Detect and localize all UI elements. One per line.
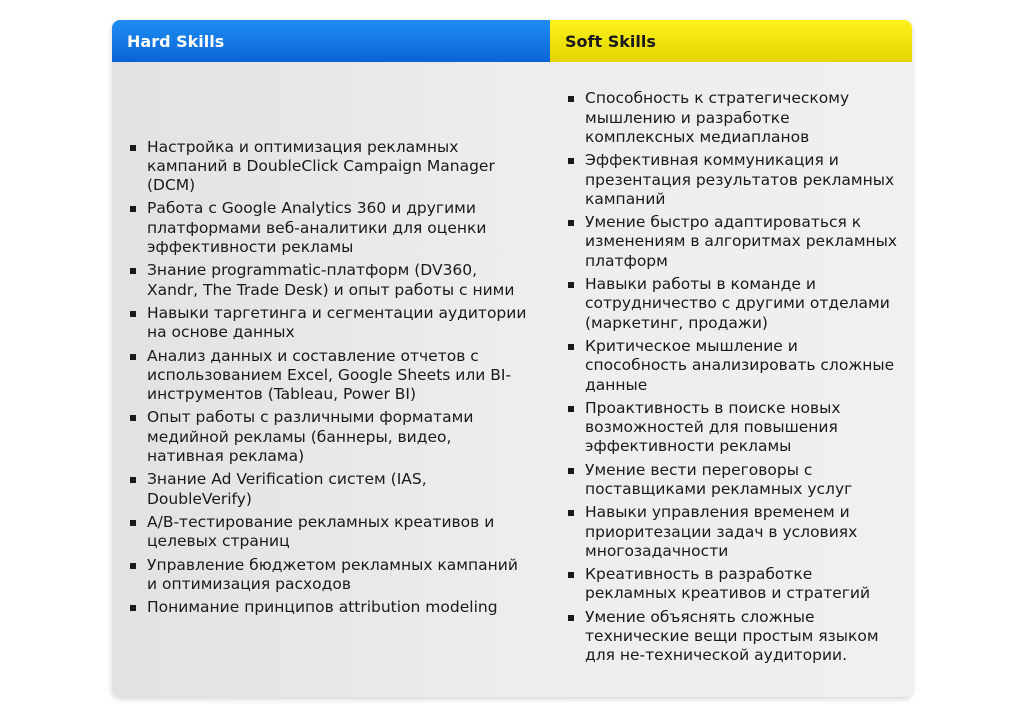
list-item: Навыки управления временем и приоритезации задач в условиях многозадачности xyxy=(568,503,898,561)
list-item: Эффективная коммуникация и презентация результатов рекламных кампаний xyxy=(568,151,898,209)
soft-skills-column xyxy=(550,62,912,697)
list-item: Навыки работы в команде и сотрудничество с другими отделами (маркетинг, продажи) xyxy=(568,275,898,333)
skills-table xyxy=(112,20,912,697)
list-item: Управление бюджетом рекламных кампаний и оптимизация расходов xyxy=(130,556,530,595)
list-item: Проактивность в поиске новых возможностей для повышения эффективности рекламы xyxy=(568,399,898,457)
table-header xyxy=(112,20,912,62)
list-item: Умение быстро адаптироваться к изменениям в алгоритмах рекламных платформ xyxy=(568,213,898,271)
list-item: Понимание принципов attribution modeling xyxy=(130,598,530,617)
list-item: Умение вести переговоры с поставщиками рекламных услуг xyxy=(568,461,898,500)
list-item: Работа с Google Analytics 360 и другими платформами веб-аналитики для оценки эффективности рекламы xyxy=(130,199,530,257)
hard-skills-column xyxy=(112,62,550,697)
list-item: Опыт работы с различными форматами медийной рекламы (баннеры, видео, нативная реклама) xyxy=(130,408,530,466)
list-item: Знание Ad Verification систем (IAS, DoubleVerify) xyxy=(130,470,530,509)
soft-skills-list xyxy=(568,89,898,669)
list-item: Настройка и оптимизация рекламных кампаний в DoubleClick Campaign Manager (DCM) xyxy=(130,138,530,196)
list-item: Навыки таргетинга и сегментации аудитории на основе данных xyxy=(130,304,530,343)
list-item: Умение объяснять сложные технические вещи простым языком для не-технической аудитории. xyxy=(568,608,898,666)
list-item: Анализ данных и составление отчетов с использованием Excel, Google Sheets или BI-инструментов (Tableau, Power BI) xyxy=(130,347,530,405)
list-item: Критическое мышление и способность анализировать сложные данные xyxy=(568,337,898,395)
soft-skills-header: Soft Skills xyxy=(550,20,912,62)
list-item: Креативность в разработке рекламных креативов и стратегий xyxy=(568,565,898,604)
table-body xyxy=(112,62,912,697)
list-item: Знание programmatic-платформ (DV360, Xandr, The Trade Desk) и опыт работы с ними xyxy=(130,261,530,300)
list-item: Способность к стратегическому мышлению и разработке комплексных медиапланов xyxy=(568,89,898,147)
hard-skills-list xyxy=(130,138,530,622)
list-item: A/B-тестирование рекламных креативов и целевых страниц xyxy=(130,513,530,552)
hard-skills-header: Hard Skills xyxy=(112,20,550,62)
